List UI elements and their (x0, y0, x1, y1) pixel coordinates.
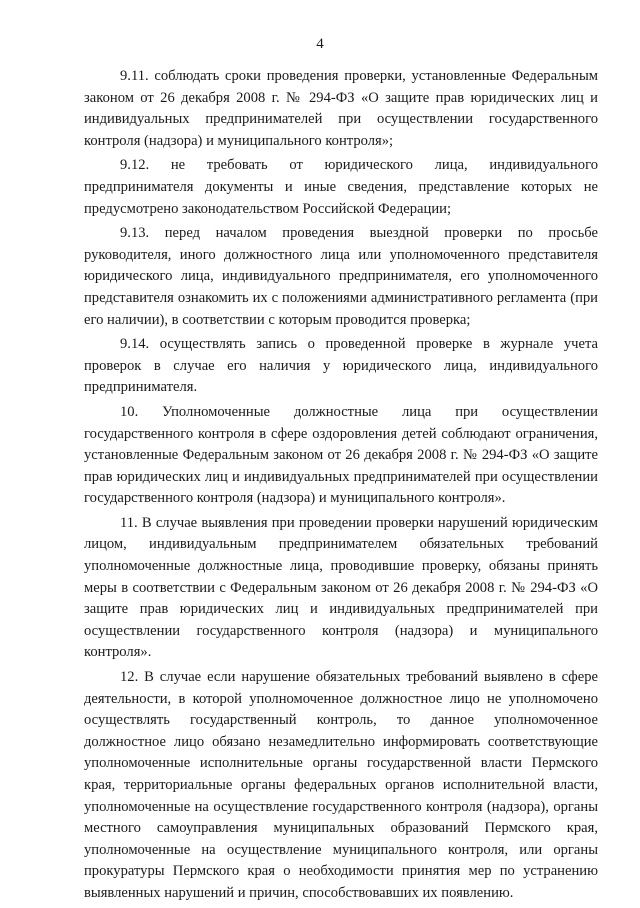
paragraph-10: 10. Уполномоченные должностные лица при осуществлении государственного контроля в сфере оздоровления детей соблюдают ограничения, установленные Федеральным законом от 26 декабря 2008 г. № 294-ФЗ «О защите прав юридических лиц и индивидуальных предпринимателей при осуществлении государственного контроля (надзора) и муниципального контроля». (84, 403, 598, 507)
page-number: 4 (316, 36, 324, 52)
paragraph-9-14: 9.14. осуществлять запись о проведенной проверке в журнале учета проверок в случае его наличия у юридического лица, индивидуального предпринимателя. (84, 336, 598, 396)
paragraph-9-12: 9.12. не требовать от юридического лица, индивидуального предпринимателя документы и иные сведения, представление которых не предусмотрено законодательством Российской Федерации; (84, 157, 598, 217)
paragraph-11: 11. В случае выявления при проведении проверки нарушений юридическим лицом, индивидуальным предпринимателем обязательных требований уполномоченные должностные лица, проводившие проверку, обязаны принять меры в соответствии с Федеральным законом от 26 декабря 2008 г. № 294-ФЗ «О защите прав юридических лиц и индивидуальных предпринимателей при осуществлении государственного контроля (надзора) и муниципального контроля». (84, 514, 598, 661)
document-body (84, 66, 598, 908)
paragraph-9-13: 9.13. перед началом проведения выездной проверки по просьбе руководителя, иного должностного лица или уполномоченного представителя юридического лица, индивидуального предпринимателя, его уполномоченного представителя ознакомить их с положениями административного регламента (при его наличии), в соответствии с которым проводится проверка; (84, 225, 598, 328)
paragraph-12: 12. В случае если нарушение обязательных требований выявлено в сфере деятельности, в которой уполномоченное должностное лицо не уполномочено осуществлять государственный контроль, то данное уполномоченное должностное лицо обязано незамедлительно информировать соответствующие уполномоченные исполнительные органы государственной власти Пермского края, территориальные органы федеральных органов исполнительной власти, уполномоченные на осуществление государственного контроля (надзора), органы местного самоуправления муниципальных образований Пермского края, уполномоченные на осуществление муниципального контроля, или органы прокуратуры Пермского края о необходимости принятия мер по устранению выявленных нарушений и причин, способствовавших их появлению. (84, 669, 598, 901)
paragraph-9-11: 9.11. соблюдать сроки проведения проверки, установленные Федеральным законом от 26 декабря 2008 г. № 294-ФЗ «О защите прав юридических лиц и индивидуальных предпринимателей при осуществлении государственного контроля (надзора) и муниципального контроля»; (84, 68, 598, 149)
